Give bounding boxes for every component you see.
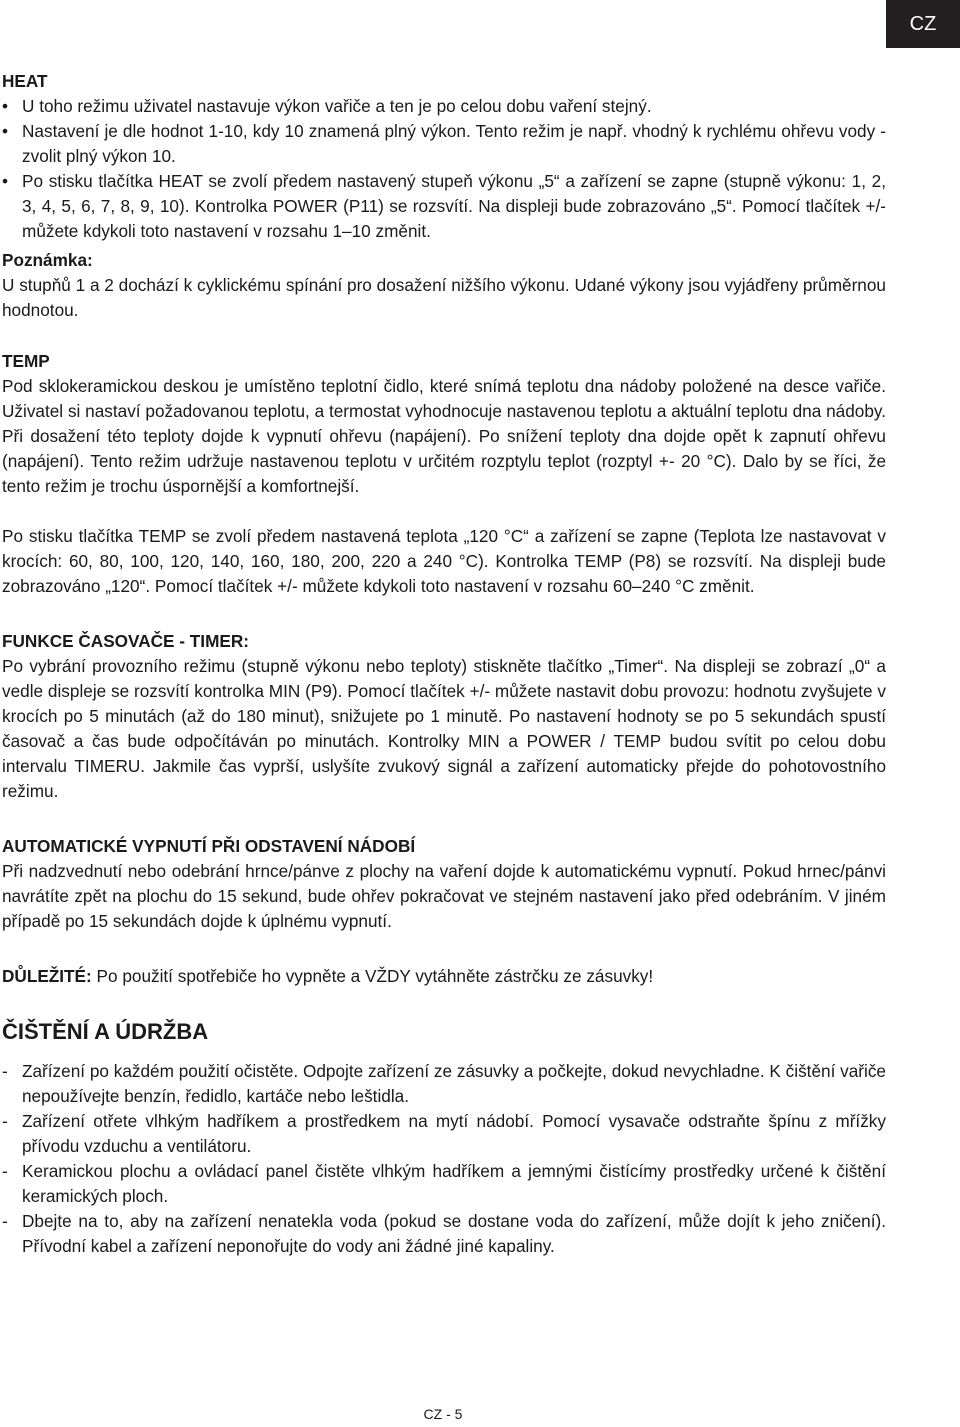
list-item: - Zařízení otřete vlhkým hadříkem a prostředkem na mytí nádobí. Pomocí vysavače odstraňte špínu z mřížky přívodu vzduchu a ventilátoru.: [2, 1111, 886, 1156]
heat-heading: HEAT: [2, 71, 48, 91]
temp-paragraph: Pod sklokeramickou deskou je umístěno teplotní čidlo, které snímá teplotu dna nádoby položené na desce vařiče. Uživatel si nastaví požadovanou teplotu, a termostat vyhodnocuje nastavenou teplotu a aktuální teplotu dna nádoby. Při dosažení této teploty dojde k vypnutí ohřevu (napájení). Po snížení teploty dna dojde opět k zapnutí ohřevu (napájení). Tento režim udržuje nastavenou teplotu v určitém rozptylu teplot (rozptyl +- 20 °C). Dalo by se říci, že tento režim je trochu úspornější a komfortnejší.: [2, 376, 886, 496]
timer-text: Po vybrání provozního režimu (stupně výkonu nebo teploty) stiskněte tlačítko „Timer“. Na displeji se zobrazí „0“ a vedle displeje se rozsvítí kontrolka MIN (P9). Pomocí tlačítek +/- můžete nastavit dobu provozu: hodnotu zvyšujete v krocích po 5 minutách (až do 180 minut), snižujete po 1 minutě. Po nastavení hodnoty se po 5 sekundách spustí časovač a čas bude odpočítáván po minutách. Kontrolky MIN a POWER / TEMP budou svítit po celou dobu intervalu TIMERU. Jakmile čas vyprší, uslyšíte zvukový signál a zařízení automaticky přejde do pohotovostního režimu.: [2, 656, 886, 801]
important-text: Po použití spotřebiče ho vypněte a VŽDY vytáhněte zástrčku ze zásuvky!: [91, 966, 654, 986]
language-label: CZ: [909, 12, 937, 35]
bullet-mark: •: [2, 96, 9, 116]
language-tab: [886, 0, 960, 48]
page-number: CZ - 5: [423, 1406, 463, 1422]
important-notice: [2, 964, 886, 989]
bullet-mark: •: [2, 121, 9, 141]
note-heading: Poznámka:: [2, 250, 93, 270]
temp-heading: TEMP: [2, 351, 50, 371]
dash-mark: -: [2, 1211, 8, 1231]
auto-off-heading: AUTOMATICKÉ VYPNUTÍ PŘI ODSTAVENÍ NÁDOBÍ: [2, 836, 416, 856]
timer-heading: FUNKCE ČASOVAČE - TIMER:: [2, 631, 249, 651]
manual-content: [2, 69, 886, 1259]
list-item: - Dbejte na to, aby na zařízení nenatekla voda (pokud se dostane voda do zařízení, může dojít k jeho zničení). Přívodní kabel a zařízení neponořujte do vody ani žádné jiné kapaliny.: [2, 1211, 886, 1256]
dash-mark: -: [2, 1161, 8, 1181]
dash-mark: -: [2, 1061, 8, 1081]
list-item: - Keramickou plochu a ovládací panel čistěte vlhkým hadříkem a jemnými čistícímy prostředky určené k čištění keramických ploch.: [2, 1161, 886, 1206]
bullet-mark: •: [2, 171, 9, 191]
temp-paragraph: Po stisku tlačítka TEMP se zvolí předem nastavená teplota „120 °C“ a zařízení se zapne (Teplota lze nastavovat v krocích: 60, 80, 100, 120, 140, 160, 180, 200, 220 a 240 °C). Kontrolka TEMP (P8) se rozsvítí. Na displeji bude zobrazováno „120“. Pomocí tlačítek +/- můžete kdykoli toto nastavení v rozsahu 60–240 °C změnit.: [2, 526, 886, 596]
cleaning-list: [2, 1059, 886, 1259]
dash-mark: -: [2, 1111, 8, 1131]
list-item: • Nastavení je dle hodnot 1-10, kdy 10 znamená plný výkon. Tento režim je např. vhodný k rychlému ohřevu vody - zvolit plný výkon 10.: [2, 121, 886, 166]
list-item: • U toho režimu uživatel nastavuje výkon vařiče a ten je po celou dobu vaření stejný.: [2, 94, 886, 119]
important-label: DŮLEŽITÉ:: [2, 966, 92, 986]
list-item: - Zařízení po každém použití očistěte. Odpojte zařízení ze zásuvky a počkejte, dokud nevychladne. K čištění vařiče nepoužívejte benzín, ředidlo, kartáče nebo leštidla.: [2, 1061, 886, 1106]
list-item: • Po stisku tlačítka HEAT se zvolí předem nastavený stupeň výkonu „5“ a zařízení se zapne (stupně výkonu: 1, 2, 3, 4, 5, 6, 7, 8, 9, 10). Kontrolka POWER (P11) se rozsvítí. Na displeji bude zobrazováno „5“. Pomocí tlačítek +/- můžete kdykoli toto nastavení v rozsahu 1–10 změnit.: [2, 171, 886, 241]
auto-off-text: Při nadzvednutí nebo odebrání hrnce/pánve z plochy na vaření dojde k automatickému vypnutí. Pokud hrnec/pánvi navrátíte zpět na plochu do 15 sekund, bude ohřev pokračovat ve stejném nastavení jako před odebráním. V jiném případě po 15 sekundách dojde k úplnému vypnutí.: [2, 861, 886, 931]
note-text: U stupňů 1 a 2 dochází k cyklickému spínání pro dosažení nižšího výkonu. Udané výkony jsou vyjádřeny průměrnou hodnotou.: [2, 275, 886, 320]
heat-bullet-list: [2, 94, 886, 244]
cleaning-heading: ČIŠTĚNÍ A ÚDRŽBA: [2, 1019, 209, 1044]
